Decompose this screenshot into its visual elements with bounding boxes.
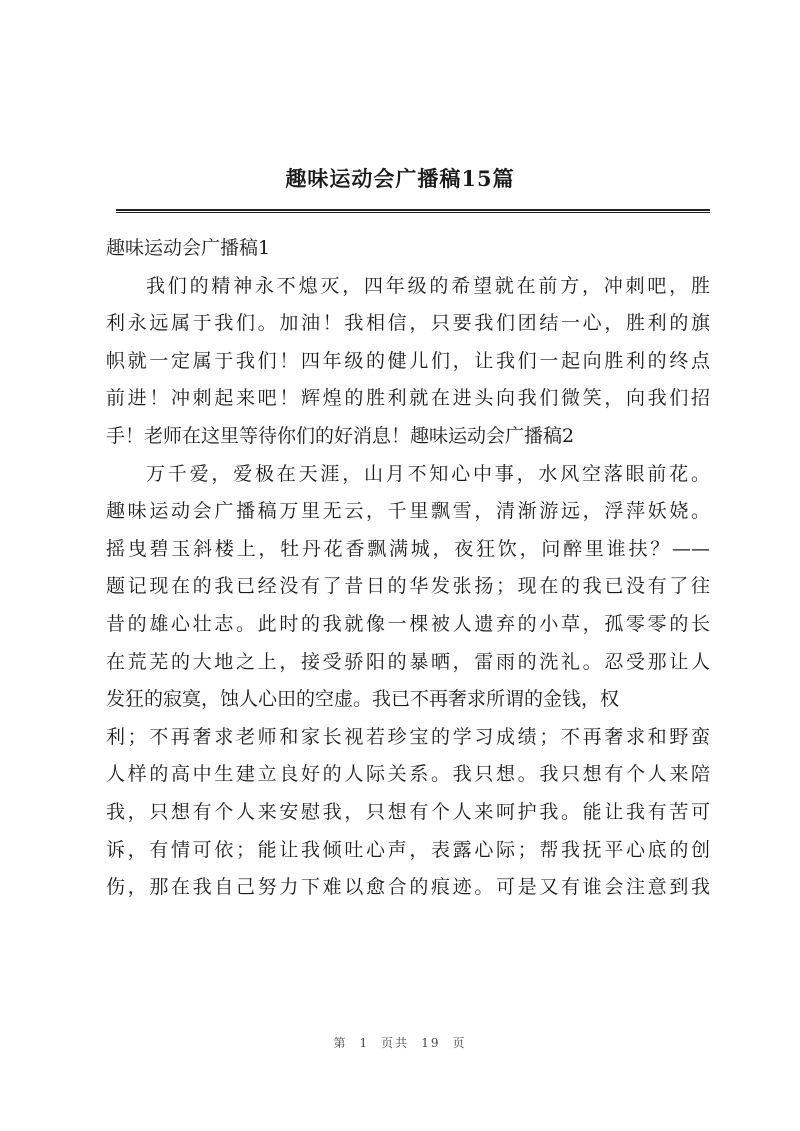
paragraph-line: 在荒芜的大地之上，接受骄阳的暴晒，雷雨的洗礼。忍受那让人 [106,650,710,673]
paragraph-line: 摇曳碧玉斜楼上，牡丹花香飘满城，夜狂饮，问醉里谁扶？—— [106,537,710,560]
page-label-middle: 页共 [381,1036,410,1050]
page-label-suffix: 页 [452,1036,467,1050]
title-divider [116,209,710,213]
paragraph-line: 趣味运动会广播稿万里无云，千里飘雪，清渐游远，浮萍妖娆。 [106,500,710,523]
paragraph-line: 发狂的寂寞，蚀人心田的空虚。我已不再奢求所谓的金钱，权 [106,688,620,711]
paragraph-line: 利；不再奢求老师和家长视若珍宝的学习成绩；不再奢求和野蛮 [106,725,710,748]
paragraph-line: 昔的雄心壮志。此时的我就像一棵被人遗弃的小草，孤零零的长 [106,612,710,635]
paragraph-line: 万千爱，爱极在天涯，山月不知心中事，水风空落眼前花。 [146,462,710,485]
document-body [106,230,710,907]
paragraph-line: 前进！冲刺起来吧！辉煌的胜利就在进头向我们微笑，向我们招 [106,387,710,410]
page-label-prefix: 第 [333,1036,348,1050]
page-number: 1 [359,1036,370,1050]
section-heading: 趣味运动会广播稿1 [106,237,271,259]
paragraph-line: 我，只想有个人来安慰我，只想有个人来呵护我。能让我有苦可 [106,800,710,823]
paragraph-line: 利永远属于我们。加油！我相信，只要我们团结一心，胜利的旗 [106,312,710,335]
document-title: 趣味运动会广播稿15篇 [285,166,515,191]
paragraph-line: 我们的精神永不熄灭，四年级的希望就在前方，冲刺吧，胜 [146,274,710,297]
paragraph-line: 诉，有情可依；能让我倾吐心声，表露心际；帮我抚平心底的创 [106,838,710,861]
paragraph-line: 手！老师在这里等待你们的好消息！趣味运动会广播稿2 [106,424,575,447]
paragraph-line: 题记现在的我已经没有了昔日的华发张扬；现在的我已没有了往 [106,575,710,598]
total-pages: 19 [421,1036,441,1050]
paragraph-line: 帜就一定属于我们！四年级的健儿们，让我们一起向胜利的终点 [106,349,710,372]
page-footer [0,1034,800,1051]
paragraph-line: 伤，那在我自己努力下难以愈合的痕迹。可是又有谁会注意到我 [106,876,710,899]
paragraph-line: 人样的高中生建立良好的人际关系。我只想。我只想有个人来陪 [106,763,710,786]
